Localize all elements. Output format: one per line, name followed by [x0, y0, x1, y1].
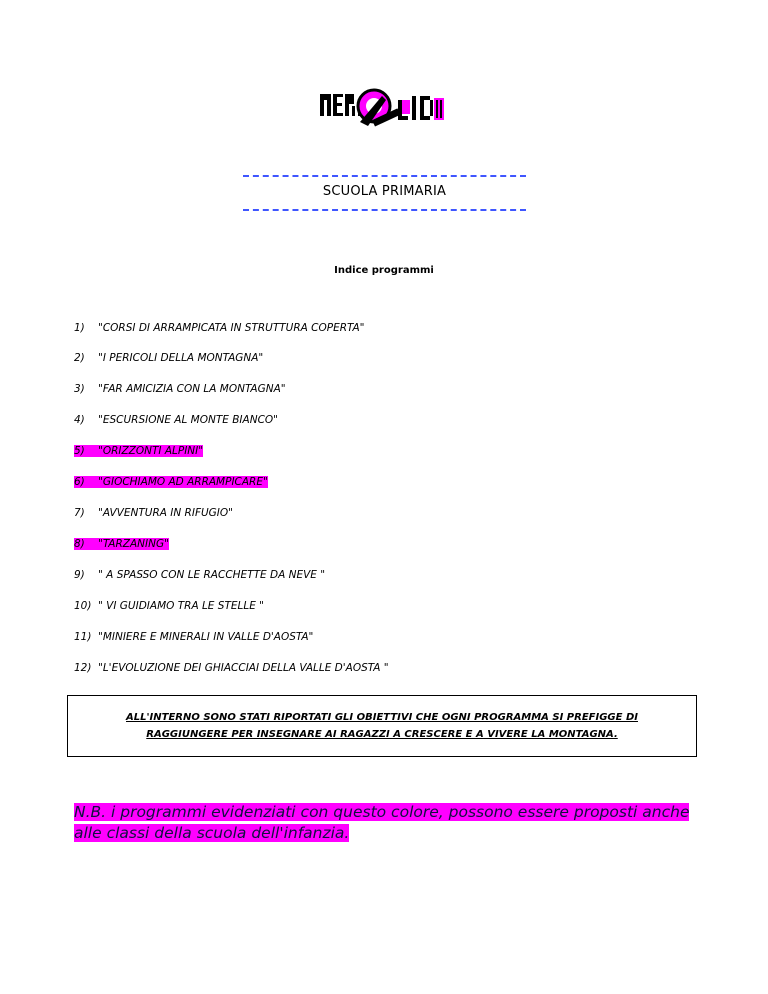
program-item	[74, 569, 325, 581]
program-number: 1)	[74, 322, 85, 334]
program-highlight	[74, 569, 325, 581]
program-item	[74, 662, 389, 674]
program-number: 12)	[74, 662, 92, 674]
program-title: "ESCURSIONE AL MONTE BIANCO"	[98, 414, 278, 426]
bottom-dashed-rule	[243, 209, 526, 211]
program-title: " VI GUIDIAMO TRA LE STELLE "	[98, 600, 264, 612]
footnote-line: alle classi della scuola dell'infanzia.	[74, 824, 350, 842]
program-item	[74, 538, 169, 550]
program-item	[74, 507, 233, 519]
program-title: "CORSI DI ARRAMPICATA IN STRUTTURA COPERTA"	[98, 322, 365, 334]
program-item	[74, 600, 264, 612]
program-item	[74, 445, 203, 457]
program-title: "L'EVOLUZIONE DEI GHIACCIAI DELLA VALLE D'AOSTA "	[98, 662, 389, 674]
program-number: 3)	[74, 383, 85, 395]
program-number: 10)	[74, 600, 92, 612]
program-item	[74, 631, 313, 643]
program-highlight	[74, 662, 389, 674]
program-highlight	[74, 414, 278, 426]
nervo-logo	[312, 86, 452, 132]
program-number: 4)	[74, 414, 85, 426]
program-item	[74, 414, 278, 426]
program-highlight	[74, 352, 263, 364]
program-title: "GIOCHIAMO AD ARRAMPICARE"	[98, 476, 268, 488]
program-item	[74, 352, 263, 364]
program-number: 8)	[74, 538, 85, 550]
program-highlight	[74, 383, 286, 395]
program-highlight	[74, 322, 365, 334]
program-highlight	[74, 507, 233, 519]
program-title: "AVVENTURA IN RIFUGIO"	[98, 507, 233, 519]
section-title: SCUOLA PRIMARIA	[322, 184, 447, 199]
program-item	[74, 322, 365, 334]
program-number: 6)	[74, 476, 85, 488]
program-title: " A SPASSO CON LE RACCHETTE DA NEVE "	[98, 569, 326, 581]
footnote-line: N.B. i programmi evidenziati con questo colore, possono essere proposti anche	[74, 803, 690, 821]
program-number: 9)	[74, 569, 85, 581]
program-title: "MINIERE E MINERALI IN VALLE D'AOSTA"	[98, 631, 314, 643]
notice-line: RAGGIUNGERE PER INSEGNARE AI RAGAZZI A CRESCERE E A VIVERE LA MONTAGNA.	[146, 729, 618, 740]
program-title: "TARZANING"	[98, 538, 169, 550]
notice-box	[67, 695, 697, 757]
program-highlight	[74, 476, 268, 488]
program-title: "FAR AMICIZIA CON LA MONTAGNA"	[98, 383, 286, 395]
program-highlight	[74, 538, 169, 550]
program-highlight	[74, 600, 264, 612]
program-item	[74, 476, 268, 488]
program-title: "I PERICOLI DELLA MONTAGNA"	[98, 352, 264, 364]
program-number: 7)	[74, 507, 85, 519]
top-dashed-rule	[243, 175, 526, 177]
program-number: 2)	[74, 352, 85, 364]
program-highlight	[74, 631, 313, 643]
index-title: Indice programmi	[334, 265, 434, 276]
notice-line: ALL'INTERNO SONO STATI RIPORTATI GLI OBIETTIVI CHE OGNI PROGRAMMA SI PREFIGGE DI	[126, 712, 638, 723]
program-number: 11)	[74, 631, 92, 643]
program-number: 5)	[74, 445, 85, 457]
program-highlight	[74, 445, 203, 457]
program-title: "ORIZZONTI ALPINI"	[98, 445, 204, 457]
program-item	[74, 383, 286, 395]
footnote	[74, 802, 694, 844]
